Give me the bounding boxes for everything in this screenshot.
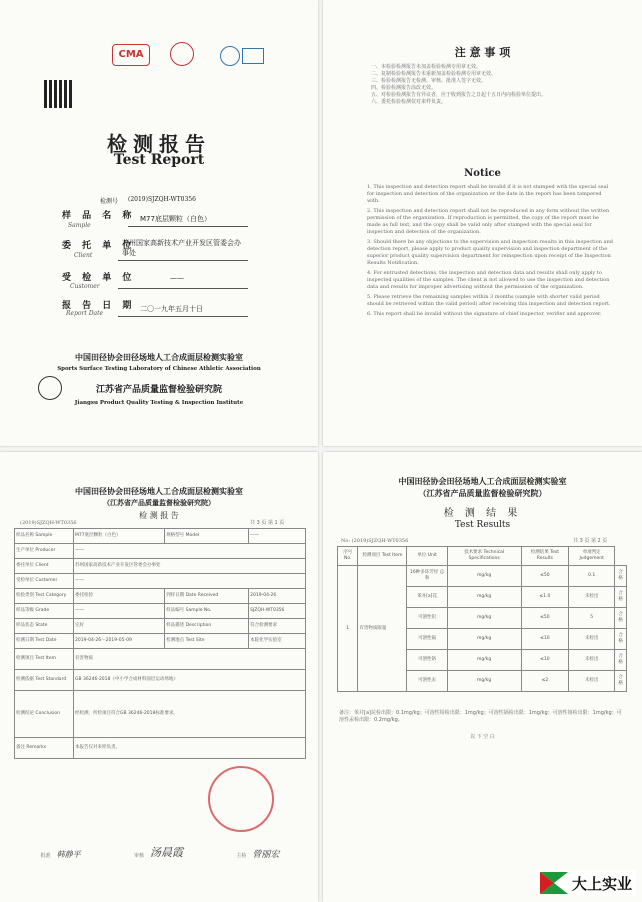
detail-cell: GB 36246-2018《中小学合成材料面层运动场地》 — [74, 670, 306, 691]
detail-row — [15, 634, 306, 649]
notice-item-cn: 一、本检验检测报告未加盖检验检测专用章无效。 — [371, 64, 482, 70]
detail-row — [15, 649, 306, 670]
results-cell: ≤50 — [521, 566, 569, 587]
detail-row — [15, 738, 306, 759]
results-cell: 合格 — [615, 671, 627, 692]
results-cell: 合格 — [615, 650, 627, 671]
field-client-en: Client — [74, 252, 93, 259]
detail-cell: 苏州国家高新技术产业开发区管委会办事处 — [74, 559, 306, 574]
detail-row — [15, 619, 306, 634]
results-cell: 5 — [569, 608, 615, 629]
notice-list-cn — [371, 64, 611, 106]
results-cell: mg/kg — [447, 608, 521, 629]
detail-cell: 检测结论 Conclusion — [15, 691, 74, 738]
detail-cell: 样品名称 Sample — [15, 529, 74, 544]
results-cell: 0.1 — [569, 566, 615, 587]
report-title-en: Test Report — [113, 152, 205, 168]
cnas-logo — [170, 42, 194, 66]
results-cell: 未检出 — [569, 629, 615, 650]
detail-cell: 备注 Remarks — [15, 738, 74, 759]
inspection-seal — [208, 766, 274, 832]
detail-cell: 检验类别 Test Category — [15, 589, 74, 604]
detail-cell: 本报告仅对来样负责。 — [74, 738, 306, 759]
signer-inspector: 主检 曾丽宏 — [236, 850, 280, 860]
field-date-en: Report Date — [66, 310, 104, 317]
detail-cell: —— — [74, 604, 165, 619]
results-cell: 合格 — [615, 566, 627, 587]
lab-name-en: Sports Surface Testing Laboratory of Chinese Athletic Association — [57, 366, 261, 372]
detail-cell: SJZQH-WT0356 — [249, 604, 306, 619]
results-cell: 可溶性汞 — [407, 671, 447, 692]
field-customer-value: —— — [170, 274, 184, 282]
notice-item-en: 1. This inspection and detection report shall be invalid if it is not stamped with the special seal for inspection and detection of the organization or the date in the report has been tampered with. — [367, 184, 609, 204]
report-cover-page — [0, 0, 318, 446]
detail-cell: M77底层颗粒（白色） — [74, 529, 165, 544]
notice-list-en — [367, 184, 613, 318]
detail-cell: 经检测，所检项目符合GB 36246-2018标准要求。 — [74, 691, 306, 738]
results-row — [338, 566, 627, 587]
detail-row — [15, 529, 306, 544]
detail-cell: 本院化学实验室 — [249, 634, 306, 649]
cnas-badge — [242, 48, 264, 64]
institute-name-en: Jiangsu Product Quality Testing & Inspection Institute — [74, 400, 244, 406]
results-cell: 1 — [338, 566, 358, 692]
p4-header-cn: 中国田径协会田径场地人工合成面层检测实验室 — [398, 477, 567, 486]
results-cell: ≤50 — [521, 608, 569, 629]
notice-item-en: 2. This inspection and detection report shall not be reproduced in any form without the written permission of the organization. If reproduction is permitted, the copy of the report must be made as full text, and the copy shall be valid only after stamped with the special seal for inspection and detection of the organization. — [367, 208, 610, 235]
detail-cell: 2019-04-26 — [249, 589, 306, 604]
results-cell: 苯并[a]芘 — [407, 587, 447, 608]
results-cell: ≤2 — [521, 671, 569, 692]
field-client-label: 委 托 单 位 — [62, 241, 136, 251]
field-sample-en: Sample — [68, 222, 91, 229]
detail-row — [15, 574, 306, 589]
results-cell: ≤10 — [521, 650, 569, 671]
detail-cell: 检测日期 Test Date — [15, 634, 74, 649]
results-header-cell: 单位 Unit — [407, 547, 447, 566]
field-date-value: 二〇一九年五月十日 — [140, 305, 203, 313]
notice-item-cn: 四、检验检测报告涂改无效。 — [371, 85, 437, 91]
detail-cell: 到样日期 Date Received — [165, 589, 249, 604]
results-cell: 未检出 — [569, 587, 615, 608]
notice-item-en: 3. Should there be any objections to the supervision and inspection results in this inspection and detection report, please apply to product quality supervision and inspection department of the superior product quality supervision department for reinspection upon receipt of the Inspection Results Notification. — [367, 239, 613, 266]
detail-cell: —— — [74, 544, 306, 559]
brand-name: 大上实业 — [571, 874, 632, 893]
field-date-label: 报 告 日 期 — [62, 301, 136, 311]
brand-logo-icon — [540, 872, 568, 894]
detail-cell: 检测项目 Test Item — [15, 649, 74, 670]
field-sample-line — [128, 226, 248, 227]
p3-title: 检 测 报 告 — [139, 511, 179, 520]
results-note: 备注：苯并[a]芘检出限：0.1mg/kg；可溶性铅检出限：1mg/kg；可溶性镉检出限：1mg/kg；可溶性铬检出限：1mg/kg；可溶性汞检出限：0.2mg/kg。 — [339, 710, 622, 723]
p4-title-cn: 检 测 结 果 — [443, 508, 522, 519]
results-cell: mg/kg — [447, 671, 521, 692]
p4-page-no: 共 3 页 第 2 页 — [573, 538, 608, 544]
field-sample-label: 样 品 名 称 — [62, 211, 136, 221]
field-client-value: 苏州国家高新技术产业开发区管委会办事处 — [122, 239, 241, 257]
detail-row — [15, 589, 306, 604]
results-cell: 16种多环芳烃 总和 — [407, 566, 447, 587]
results-cell: 合格 — [615, 608, 627, 629]
p3-report-no: (2019)SJZQH-WT0356 — [20, 520, 77, 526]
results-cell: 可溶性铬 — [407, 650, 447, 671]
field-customer-en: Customer — [70, 283, 100, 290]
field-client-line — [118, 260, 248, 261]
detail-cell: 检测地点 Test Site — [165, 634, 249, 649]
detail-cell: 样品编号 Sample No. — [165, 604, 249, 619]
results-header-cell: 检测结果 Test Results — [521, 547, 569, 566]
qr-code — [44, 80, 72, 108]
p3-header-cn: 中国田径协会田径场地人工合成面层检测实验室 — [75, 487, 243, 496]
results-header-cell: 技术要求 Technical Specifications — [447, 547, 521, 566]
results-cell: 未检出 — [569, 650, 615, 671]
results-cell: 可溶性镉 — [407, 629, 447, 650]
signer-verifier: 审核 汤晨霞 — [133, 846, 183, 859]
detail-row — [15, 670, 306, 691]
lab-name-cn: 中国田径协会田径场地人工合成面层检测实验室 — [75, 353, 243, 362]
detail-cell: 样品等级 Grade — [15, 604, 74, 619]
detail-row — [15, 604, 306, 619]
notice-item-en: 6. This report shall be invalid without the signature of chief inspector, verifier and approver. — [367, 311, 602, 317]
signer-approver: 批准 韩静平 — [40, 850, 81, 859]
p3-signature-row — [14, 844, 306, 860]
p4-header-sub: （江苏省产品质量监督检验研究院） — [418, 489, 547, 498]
detail-cell: 样品状态 State — [15, 619, 74, 634]
results-cell: mg/kg — [447, 587, 521, 608]
p4-title-en: Test Results — [454, 520, 511, 530]
results-header-cell: 序号 No. — [338, 547, 358, 566]
report-title-cn: 检测报告 — [107, 132, 211, 156]
detail-cell: —— — [74, 574, 306, 589]
results-cell: 合格 — [615, 629, 627, 650]
brand-watermark — [536, 870, 636, 896]
detail-row — [15, 691, 306, 738]
detail-cell: 有害物质 — [74, 649, 306, 670]
report-no-label: 检测号 — [100, 198, 119, 205]
results-cell: 未检出 — [569, 671, 615, 692]
detail-cell: 符合检测要求 — [249, 619, 306, 634]
results-header-cell: 检测项目 Test Item — [358, 547, 407, 566]
results-cell: mg/kg — [447, 566, 521, 587]
field-sample-value: M77底层颗粒（白色） — [140, 215, 211, 223]
results-end: 以 下 空 白 — [470, 734, 495, 740]
detail-cell: 2019-04-26～2019-05-09 — [74, 634, 165, 649]
ilac-logo — [220, 46, 240, 66]
notice-item-cn: 六、委托检验检测仅对来样负责。 — [371, 99, 447, 105]
p3-detail-table — [14, 528, 306, 759]
detail-row — [15, 559, 306, 574]
notice-title-cn: 注 意 事 项 — [454, 46, 511, 59]
p3-page-no: 共 3 页 第 1 页 — [250, 520, 285, 526]
notice-item-en: 4. For entrusted detections, the inspection and detection data and results shall only apply to inspected qualities of the samples. The client is not allowed to use the inspection and detection data and results for improper advertising without the permission of the organization. — [367, 270, 610, 290]
results-cell: 合格 — [615, 587, 627, 608]
field-customer-label: 受 检 单 位 — [62, 273, 136, 283]
notice-title-en: Notice — [464, 168, 501, 179]
results-cell: ≤10 — [521, 629, 569, 650]
detail-cell: 样品描述 Description — [165, 619, 249, 634]
report-detail-page — [0, 452, 318, 902]
cma-logo: CMA — [112, 44, 150, 66]
notice-item-cn: 二、复制检验检测报告未重新加盖检验检测专用章无效。 — [371, 71, 497, 77]
detail-cell: 委托单位 Client — [15, 559, 74, 574]
detail-cell: 检测依据 Test Standard — [15, 670, 74, 691]
notice-page — [323, 0, 642, 446]
results-cell: mg/kg — [447, 629, 521, 650]
detail-cell: 委托检验 — [74, 589, 165, 604]
detail-cell: 受检单位 Customer — [15, 574, 74, 589]
test-results-page — [323, 452, 642, 902]
results-group-cell: 有害物质限量 — [358, 566, 407, 692]
results-table — [337, 546, 627, 692]
notice-item-cn: 三、检验检测报告无检测、审核、批准人签字无效。 — [371, 78, 487, 84]
p3-header-sub: （江苏省产品质量监督检验研究院） — [103, 499, 215, 507]
field-date-line — [118, 316, 248, 317]
field-customer-line — [118, 288, 248, 289]
detail-cell: 规格型号 Model — [165, 529, 249, 544]
results-cell: ≤1.0 — [521, 587, 569, 608]
p4-report-no: No: (2019)SJZQH-WT0356 — [341, 538, 409, 544]
report-no: (2019)SJZQH-WT0356 — [128, 196, 196, 203]
results-cell: 可溶性铅 — [407, 608, 447, 629]
detail-row — [15, 544, 306, 559]
institute-name-cn: 江苏省产品质量监督检验研究院 — [95, 385, 222, 395]
results-header-cell: 单项判定 Judgement — [569, 547, 615, 566]
detail-cell: 生产单位 Producer — [15, 544, 74, 559]
notice-item-en: 5. Please retrieve the remaining samples within 3 months (sample with shorter valid period should be retrieved within the valid period) after receiving this inspection and detection report. — [367, 294, 611, 307]
results-cell: mg/kg — [447, 650, 521, 671]
detail-cell: 完好 — [74, 619, 165, 634]
detail-cell: —— — [249, 529, 306, 544]
notice-item-cn: 五、对检验检测报告有异议者，应于收到报告之日起十五日内向检验单位提出。 — [371, 92, 547, 98]
